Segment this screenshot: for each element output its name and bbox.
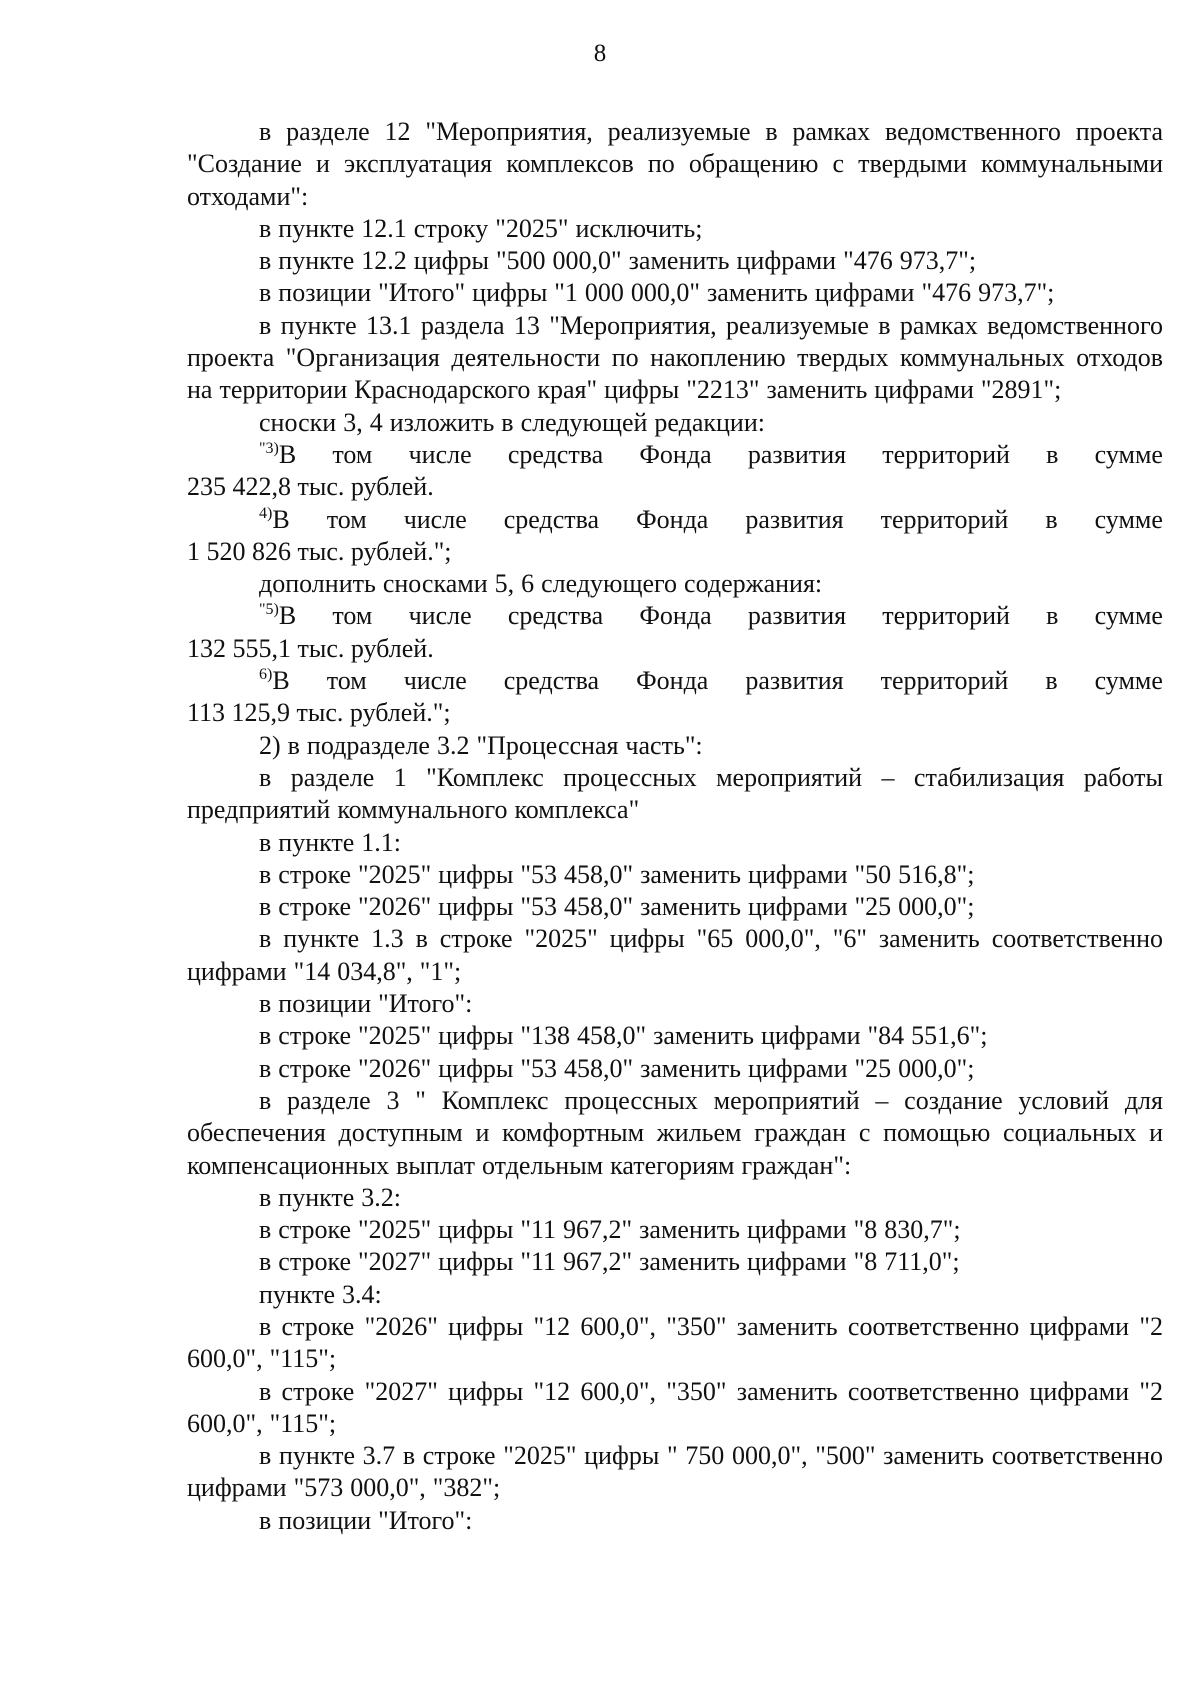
- footnote-word-text: В: [278, 601, 297, 631]
- footnote-word: числе: [408, 439, 472, 469]
- footnote-group-added: [187, 600, 1163, 729]
- footnote-word: сумме: [1094, 504, 1163, 534]
- footnote-word: развития: [745, 666, 844, 696]
- footnote-word: числе: [403, 666, 467, 696]
- paragraph: в разделе 12 "Мероприятия, реализуемые в рамках ведомственного проекта "Создание и эксплуатация комплексов по обращению с твердыми коммунальными отходами":: [187, 117, 1163, 211]
- footnote-word: сумме: [1094, 666, 1163, 696]
- footnote-word: том: [326, 504, 367, 534]
- paragraph: в строке "2026" цифры "53 458,0" заменить цифрами "25 000,0";: [259, 892, 975, 922]
- footnote-word: Фонда: [639, 601, 712, 631]
- footnote-amount-line: 132 555,1 тыс. рублей.: [187, 633, 434, 663]
- footnote-first-line: [187, 600, 1163, 632]
- page-number: 8: [593, 40, 607, 67]
- paragraph: пункте 3.4:: [259, 1279, 382, 1309]
- footnote-word: территорий: [882, 601, 1010, 631]
- paragraph: в пункте 12.1 строку "2025" исключить;: [259, 213, 703, 243]
- footnote-word: средства: [503, 504, 600, 534]
- paragraph: в пункте 1.1:: [259, 827, 402, 857]
- document-body: [187, 116, 1163, 1537]
- paragraph: в строке "2025" цифры "53 458,0" заменить цифрами "50 516,8";: [259, 859, 975, 889]
- footnote-word: в: [1045, 504, 1058, 534]
- footnote-mark-number: ": [259, 439, 266, 457]
- paragraph: в строке "2026" цифры "53 458,0" заменить цифрами "25 000,0";: [259, 1053, 975, 1083]
- footnote-mark: [259, 505, 272, 534]
- footnote: [187, 504, 1163, 569]
- footnote-word: том: [332, 439, 373, 469]
- footnote-word: развития: [747, 601, 847, 631]
- footnote-word: числе: [403, 504, 467, 534]
- paragraph: в строке "2025" цифры "11 967,2" заменить цифрами "8 830,7";: [259, 1215, 961, 1245]
- paragraph: сноски 3, 4 изложить в следующей редакции:: [259, 407, 765, 437]
- footnote-amount-line: 113 125,9 тыс. рублей.";: [187, 698, 451, 728]
- paragraph: в пункте 3.7 в строке "2025" цифры " 750 000,0", "500" заменить соответственно цифрами "573 000,0", "382";: [187, 1441, 1163, 1503]
- paragraph: в строке "2025" цифры "138 458,0" заменить цифрами "84 551,6";: [259, 1021, 988, 1051]
- footnote-first-line: [187, 504, 1163, 536]
- footnote-word: в: [1046, 439, 1059, 469]
- paragraph: в строке "2027" цифры "11 967,2" заменить цифрами "8 711,0";: [259, 1247, 960, 1277]
- footnote-word: [259, 600, 296, 632]
- footnote-word: территорий: [880, 504, 1009, 534]
- footnote-mark-number: 5): [265, 601, 279, 619]
- footnote-mark-number: 6): [259, 666, 273, 684]
- paragraph: в позиции "Итого" цифры "1 000 000,0" заменить цифрами "476 973,7";: [259, 278, 1055, 308]
- footnote-mark-number: 4): [259, 504, 273, 522]
- footnote-word: [259, 439, 296, 471]
- footnote-word: Фонда: [636, 666, 709, 696]
- footnote-word: в: [1045, 666, 1058, 696]
- footnote-word: [259, 504, 290, 536]
- footnote-word: средства: [507, 439, 604, 469]
- paragraph: дополнить сносками 5, 6 следующего содержания:: [259, 569, 823, 599]
- footnote-amount-line: 235 422,8 тыс. рублей.: [187, 472, 434, 502]
- footnote-word: развития: [745, 504, 844, 534]
- paragraph: в позиции "Итого":: [259, 989, 473, 1019]
- footnote-word: в: [1046, 601, 1059, 631]
- paragraph: в строке "2027" цифры "12 600,0", "350" заменить соответственно цифрами "2 600,0", "115";: [187, 1376, 1163, 1438]
- footnote-word: том: [326, 666, 367, 696]
- paragraph: в разделе 1 "Комплекс процессных мероприятий – стабилизация работы предприятий коммунального комплекса": [187, 762, 1163, 825]
- paragraph: в строке "2026" цифры "12 600,0", "350" заменить соответственно цифрами "2 600,0", "115";: [187, 1311, 1163, 1374]
- footnote-word: средства: [507, 601, 604, 631]
- paragraph: в позиции "Итого":: [259, 1505, 473, 1535]
- footnote-word-text: В: [272, 504, 290, 534]
- footnote-group-replaced: [187, 439, 1163, 568]
- paragraph: в пункте 13.1 раздела 13 "Мероприятия, реализуемые в рамках ведомственного проекта "Организация деятельности по накоплению твердых коммунальных отходов на территории Краснодарского края" цифры "2213" заменить цифрами "2891";: [187, 310, 1163, 405]
- footnote-word: числе: [408, 601, 472, 631]
- footnote-word: том: [332, 601, 373, 631]
- footnote-word: Фонда: [636, 504, 709, 534]
- footnote: [187, 665, 1163, 730]
- footnote-word-text: В: [278, 439, 297, 469]
- footnote-mark: [259, 666, 272, 695]
- paragraph-group: [187, 730, 1163, 1537]
- footnote-mark-number: ": [259, 601, 266, 619]
- footnote-amount-line: 1 520 826 тыс. рублей.";: [187, 536, 452, 566]
- footnote-word: сумме: [1094, 439, 1163, 469]
- footnote-word: средства: [503, 666, 600, 696]
- footnote-word: сумме: [1094, 601, 1163, 631]
- footnote: [187, 600, 1163, 665]
- footnote-first-line: [187, 439, 1163, 471]
- footnote-word: [259, 665, 290, 697]
- footnote-mark: [259, 440, 279, 469]
- footnote: [187, 439, 1163, 504]
- footnote-word: Фонда: [639, 439, 712, 469]
- footnote-mark: [259, 601, 279, 630]
- footnote-first-line: [187, 665, 1163, 697]
- footnote-word: территорий: [880, 666, 1009, 696]
- footnote-word: развития: [747, 439, 847, 469]
- paragraph: в пункте 3.2:: [259, 1182, 402, 1212]
- paragraph: 2) в подразделе 3.2 "Процессная часть":: [259, 730, 703, 760]
- footnote-word: территорий: [882, 439, 1010, 469]
- paragraph: в пункте 12.2 цифры "500 000,0" заменить цифрами "476 973,7";: [259, 246, 977, 276]
- paragraph: в пункте 1.3 в строке "2025" цифры "65 000,0", "6" заменить соответственно цифрами "14 034,8", "1";: [187, 924, 1163, 986]
- footnote-word-text: В: [272, 666, 290, 696]
- paragraph: в разделе 3 " Комплекс процессных мероприятий – создание условий для обеспечения доступным и комфортным жильем граждан с помощью социальных и компенсационных выплат отдельным категориям граждан":: [187, 1085, 1163, 1180]
- footnote-mark-number: 3): [265, 439, 279, 457]
